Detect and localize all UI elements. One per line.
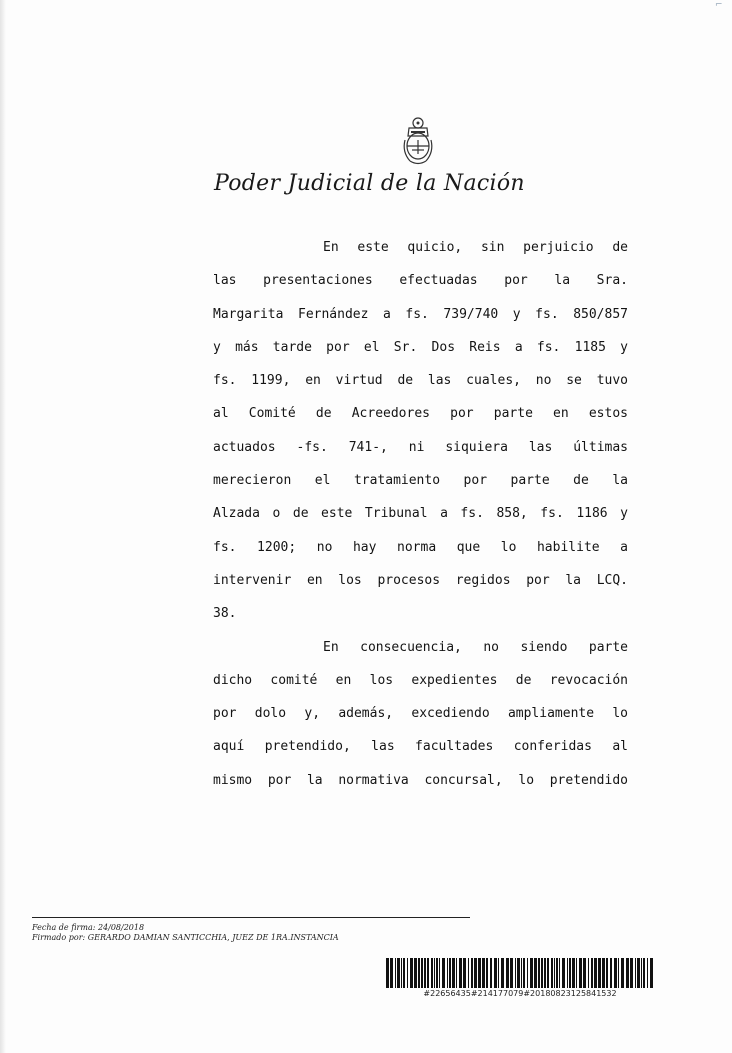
document-body	[213, 238, 628, 804]
barcode-bar	[452, 958, 455, 988]
institution-name: Poder Judicial de la Nación	[214, 171, 525, 196]
barcode-bar	[572, 958, 575, 988]
barcode-bar	[468, 958, 469, 988]
barcode-bar	[442, 958, 445, 988]
text-line: Alzada o de este Tribunal a fs. 858, fs. 1186 y	[213, 506, 628, 522]
barcode-bar	[395, 958, 396, 988]
barcode-bar	[594, 958, 597, 988]
barcode-bar	[630, 958, 633, 988]
argentina-coat-of-arms-icon	[400, 114, 436, 166]
text-line: mismo por la normativa concursal, lo pretendido	[213, 772, 628, 788]
barcode-bar	[410, 958, 413, 988]
barcode-bar	[478, 958, 481, 988]
barcode-bar	[521, 958, 522, 988]
barcode-bar	[534, 958, 537, 988]
barcode-bar	[424, 958, 426, 988]
barcode-bar	[494, 958, 497, 988]
barcode-bar	[431, 958, 433, 988]
barcode-bar	[456, 958, 457, 988]
text-line: En consecuencia, no siendo parte	[323, 639, 628, 655]
barcode-bar	[621, 958, 624, 988]
barcode-bar	[414, 958, 417, 988]
barcode-bar	[463, 958, 466, 988]
barcode-bar	[482, 958, 485, 988]
barcode-bar	[618, 958, 619, 988]
barcode-bar	[541, 958, 543, 988]
barcode-bar	[614, 958, 617, 988]
barcode-bar	[559, 958, 560, 988]
barcode-bar	[562, 958, 565, 988]
barcode-bar	[501, 958, 504, 988]
barcode-bar	[386, 958, 389, 988]
barcode-bar	[447, 958, 448, 988]
barcode-bar	[471, 958, 473, 988]
barcode-bar	[588, 958, 589, 988]
barcode-number: #22656435#214177079#20180823125841532	[423, 989, 617, 998]
barcode-bar	[556, 958, 558, 988]
barcode-bar	[427, 958, 429, 988]
text-line: al Comité de Acreedores por parte en estos	[213, 406, 628, 422]
barcode-bar	[474, 958, 477, 988]
barcode-bar	[436, 958, 438, 988]
barcode-bar	[554, 958, 555, 988]
barcode-bar	[418, 958, 420, 988]
text-line: por dolo y, además, excediendo ampliamente lo	[213, 706, 628, 722]
text-line: intervenir en los procesos regidos por la LCQ.	[213, 572, 628, 588]
barcode-bar	[538, 958, 540, 988]
barcode-bar	[449, 958, 451, 988]
barcode-bar	[567, 958, 568, 988]
barcode-bar	[551, 958, 553, 988]
text-line: y más tarde por el Sr. Dos Reis a fs. 1185 y	[213, 339, 628, 355]
barcode-bar	[527, 958, 528, 988]
signature-date: Fecha de firma: 24/08/2018	[32, 923, 145, 932]
text-line: actuados -fs. 741-, ni siquiera las últimas	[213, 439, 628, 455]
barcode-bar	[439, 958, 440, 988]
barcode-bar	[490, 958, 492, 988]
footer-divider	[32, 917, 470, 918]
barcode-bar	[498, 958, 499, 988]
barcode-bar	[643, 958, 645, 988]
barcode-bar	[602, 958, 605, 988]
barcode-bar	[569, 958, 571, 988]
barcode-bar	[579, 958, 582, 988]
text-line: En este quicio, sin perjuicio de	[323, 240, 628, 255]
barcode-bar	[515, 958, 516, 988]
barcode-bar	[650, 958, 653, 988]
barcode	[386, 958, 654, 988]
barcode-bar	[641, 958, 642, 988]
barcode-bar	[530, 958, 533, 988]
barcode-bar	[647, 958, 648, 988]
text-line: dicho comité en los expedientes de revocación	[213, 672, 628, 688]
barcode-bar	[598, 958, 601, 988]
text-line: las presentaciones efectuadas por la Sra.	[213, 273, 628, 289]
barcode-bar	[397, 958, 400, 988]
signature-signer: Firmado por: GERARDO DAMIAN SANTICCHIA, JUEZ DE 1RA.INSTANCIA	[32, 933, 339, 942]
text-line: aquí pretendido, las facultades conferidas al	[213, 739, 628, 755]
barcode-bar	[421, 958, 423, 988]
text-line: 38.	[213, 606, 237, 622]
barcode-bar	[459, 958, 462, 988]
barcode-bar	[544, 958, 546, 988]
barcode-bar	[606, 958, 608, 988]
corner-mark: ⌐	[715, 0, 723, 10]
barcode-bar	[583, 958, 586, 988]
barcode-bar	[486, 958, 488, 988]
barcode-bar	[523, 958, 525, 988]
barcode-bar	[407, 958, 408, 988]
barcode-bar	[401, 958, 402, 988]
text-line: Margarita Fernández a fs. 739/740 y fs. 850/857	[213, 306, 628, 322]
barcode-bar	[510, 958, 513, 988]
barcode-bar	[547, 958, 549, 988]
barcode-bar	[403, 958, 405, 988]
barcode-bar	[517, 958, 520, 988]
barcode-bar	[626, 958, 629, 988]
barcode-bar	[610, 958, 612, 988]
barcode-bar	[390, 958, 393, 988]
text-line: fs. 1199, en virtud de las cuales, no se tuvo	[213, 373, 628, 389]
text-line: merecieron el tratamiento por parte de la	[213, 473, 628, 489]
scan-page-edge	[0, 0, 6, 1053]
barcode-bar	[591, 958, 593, 988]
text-line: fs. 1200; no hay norma que lo habilite a	[213, 539, 628, 555]
barcode-bar	[635, 958, 636, 988]
barcode-bar	[506, 958, 509, 988]
barcode-bar	[576, 958, 577, 988]
barcode-bar	[434, 958, 435, 988]
barcode-bar	[637, 958, 640, 988]
